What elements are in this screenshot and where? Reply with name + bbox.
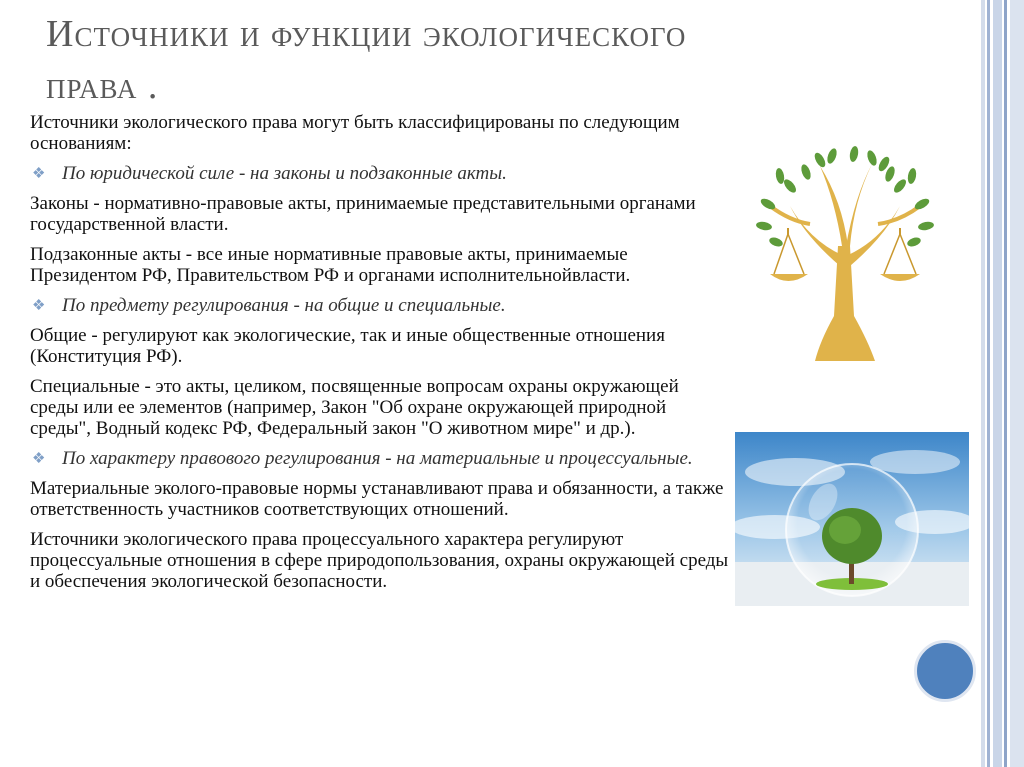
slide-title-line-2: права . bbox=[46, 65, 159, 107]
body-paragraph: Подзаконные акты - все иные нормативные правовые акты, принимаемые Президентом РФ, Правительством РФ и органами исполнительнойвласти. bbox=[30, 244, 631, 286]
tree-in-glass-sphere-image bbox=[735, 432, 969, 606]
body-paragraph: Источники экологического права процессуального характера регулируют процессуальные отношения в сфере природопользования, охраны окружающей среды и обеспечения экологической безопасности. bbox=[30, 529, 729, 592]
bullet-text: По юридической силе - на законы и подзаконные акты. bbox=[62, 163, 507, 184]
body-paragraph: Специальные - это акты, целиком, посвященные вопросам охраны окружающей среды или ее элементов (например, Закон "Об охране окружающей природной среды", Водный кодекс РФ, Федеральный закон "О животном мире" и др.). bbox=[30, 376, 679, 439]
diamond-bullet-icon: ❖ bbox=[32, 298, 46, 314]
bullet-item bbox=[30, 163, 730, 184]
right-stripe-1 bbox=[981, 0, 985, 767]
right-stripe-3 bbox=[993, 0, 1002, 767]
diamond-bullet-icon: ❖ bbox=[32, 451, 46, 467]
slide-title bbox=[46, 8, 926, 112]
slide-body bbox=[30, 112, 730, 601]
body-paragraph: Общие - регулируют как экологические, так и иные общественные отношения (Конституция РФ). bbox=[30, 325, 665, 367]
right-stripe-5 bbox=[1010, 0, 1024, 767]
bullet-text: По предмету регулирования - на общие и специальные. bbox=[62, 295, 506, 316]
bullet-item bbox=[30, 448, 730, 469]
diamond-bullet-icon: ❖ bbox=[32, 166, 46, 182]
slide-title-line-1: Источники и функции экологического bbox=[46, 13, 687, 55]
right-stripe-4 bbox=[1004, 0, 1007, 767]
right-stripe-2 bbox=[987, 0, 990, 767]
accent-circle bbox=[914, 640, 976, 702]
bullet-text: По характеру правового регулирования - на материальные и процессуальные. bbox=[62, 448, 693, 469]
body-paragraph: Материальные эколого-правовые нормы устанавливают права и обязанности, а также ответственность участников соответствующих отношений. bbox=[30, 478, 724, 520]
bullet-item bbox=[30, 295, 730, 316]
body-paragraph: Источники экологического права могут быть классифицированы по следующим основаниям: bbox=[30, 112, 680, 154]
body-paragraph: Законы - нормативно-правовые акты, принимаемые представительными органами государственной власти. bbox=[30, 193, 696, 235]
tree-scales-image bbox=[750, 146, 940, 368]
